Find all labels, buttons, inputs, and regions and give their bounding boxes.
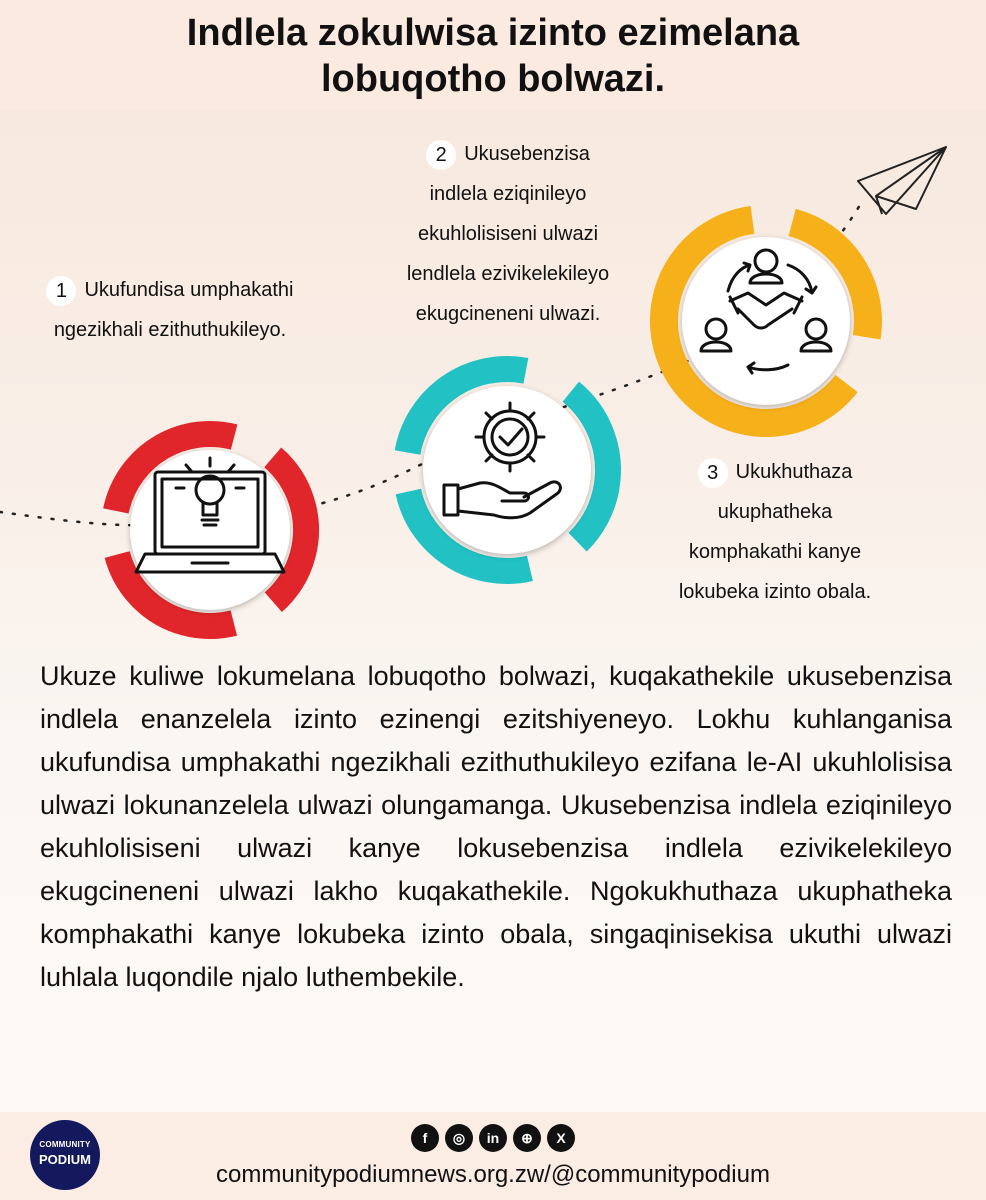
logo-line-1: COMMUNITY — [39, 1140, 91, 1149]
title-line-1: Indlela zokulwisa izinto ezimelana — [186, 12, 800, 54]
body-paragraph: Ukuze kuliwe lokumelana lobuqotho bolwazi, kuqakathekile ukusebenzisa indlela enanzelela izinto ezinengi ezitshiyeneyo. Lokhu kuhlanganisa ukufundisa umphakathi ngezikhali ezithuthukileyo ezifana le-AI ukuhlolisisa ulwazi lokunanzelela ulwazi olungamanga. Ukusebenzisa indlela eziqinileyo ekuhlolisiseni ulwazi kanye lokusebenzisa indlela ezivikelekileyo ekugcineneni ulwazi lakho kuqakathekile. Ngokukhuthaza ukuphatheka komphakathi kanye lokubeka izinto obala, singaqinisekisa ukuthi ulwazi luhlala luqondile njalo luthembekile. — [40, 661, 952, 992]
step-2-line: ekuhlolisiseni ulwazi — [417, 223, 599, 245]
step-3-number: 3 — [698, 458, 728, 488]
step-2-badge — [392, 355, 622, 585]
step-2-line: 2 Ukusebenzisa — [368, 134, 648, 174]
step-3-text — [625, 452, 925, 612]
logo-line-2: PODIUM — [39, 1152, 91, 1167]
step-1-line: 1 Ukufundisa umphakathi — [0, 270, 340, 310]
step-3-line: ukuphatheka — [717, 501, 833, 523]
step-3-line: lokubeka izinto obala. — [678, 581, 872, 603]
step-3-badge — [650, 205, 882, 437]
facebook-icon[interactable]: f — [411, 1124, 439, 1152]
step-3-line: 3 Ukukhuthaza — [625, 452, 925, 492]
step-2-line: lendlela ezivikelekileyo — [406, 263, 610, 285]
step-1-line: ngezikhali ezithuthukileyo. — [53, 319, 287, 341]
step-1-text — [0, 270, 340, 350]
globe-icon[interactable]: ⊕ — [513, 1124, 541, 1152]
instagram-icon[interactable]: ◎ — [445, 1124, 473, 1152]
step-2-number: 2 — [426, 140, 456, 170]
step-2-text — [368, 134, 648, 334]
footer-url[interactable]: communitypodiumnews.org.zw/@communitypodium — [216, 1161, 770, 1188]
social-icons — [0, 1124, 986, 1152]
step-3-line: komphakathi kanye — [688, 541, 862, 563]
step-1-badge — [100, 420, 320, 640]
step-2-line: indlela eziqinileyo — [429, 183, 587, 205]
title-line-2: lobuqotho bolwazi. — [320, 58, 666, 100]
paper-plane-icon — [858, 147, 946, 214]
linkedin-icon[interactable]: in — [479, 1124, 507, 1152]
step-2-line: ekugcineneni ulwazi. — [415, 303, 601, 325]
step-1-number: 1 — [46, 276, 76, 306]
x-icon[interactable]: X — [547, 1124, 575, 1152]
